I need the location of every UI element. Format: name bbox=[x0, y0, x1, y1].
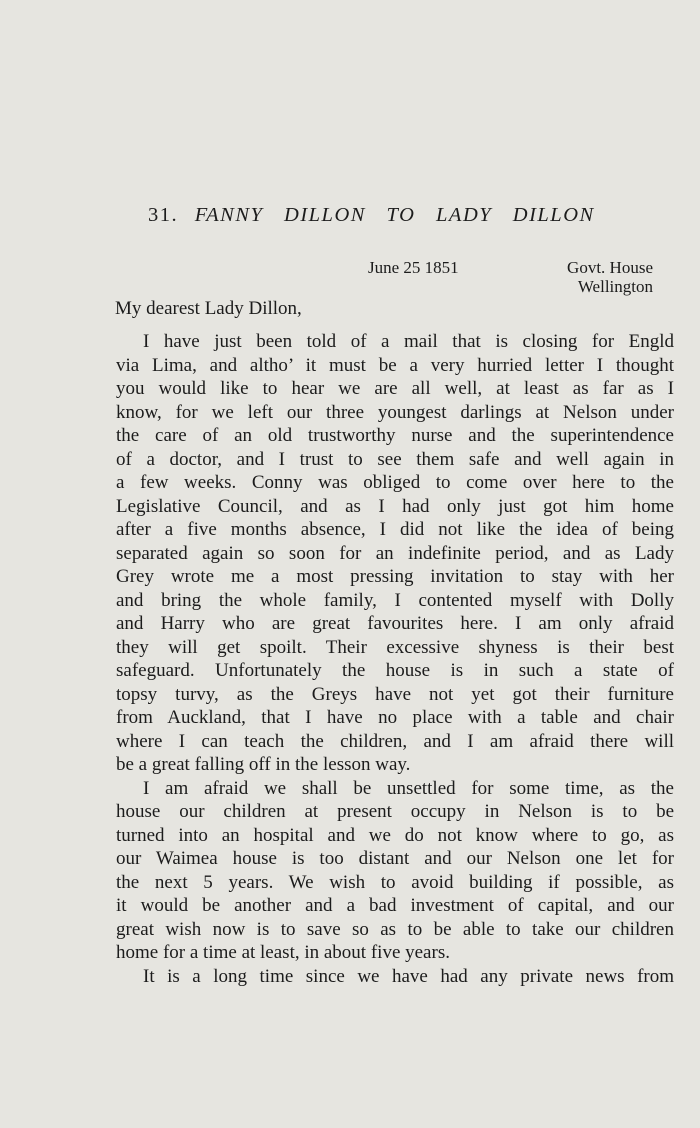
body-line: house our children at present occupy in Nelson is to be bbox=[116, 801, 674, 822]
body-line: and Harry who are great favourites here. I am only afraid bbox=[116, 613, 674, 634]
body-line: home for a time at least, in about five years. bbox=[116, 942, 450, 963]
body-line: great wish now is to save so as to be able to take our children bbox=[116, 918, 674, 940]
body-line: where I can teach the children, and I am afraid there will bbox=[116, 730, 674, 752]
body-line: the next 5 years. We wish to avoid building if possible, as bbox=[116, 871, 674, 893]
body-line: after a five months absence, I did not like the idea of being bbox=[116, 519, 674, 540]
body-line: a few weeks. Conny was obliged to come over here to the bbox=[116, 472, 674, 493]
body-line: It is a long time since we have had any private news from bbox=[143, 965, 674, 987]
body-line: Grey wrote me a most pressing invitation to stay with her bbox=[116, 566, 674, 587]
body-line: the care of an old trustworthy nurse and the superintendence bbox=[116, 425, 674, 446]
body-line: it would be another and a bad investment of capital, and our bbox=[116, 895, 674, 916]
body-line: know, for we left our three youngest darlings at Nelson under bbox=[116, 401, 674, 423]
letter-title: FANNY DILLON TO LADY DILLON bbox=[194, 204, 595, 226]
body-line: I am afraid we shall be unsettled for some time, as the bbox=[143, 777, 674, 799]
address-line: Govt. House bbox=[567, 258, 653, 277]
body-line: you would like to hear we are all well, at least as far as I bbox=[116, 378, 674, 399]
body-line: I have just been told of a mail that is closing for Engld bbox=[143, 331, 674, 352]
body-line: they will get spoilt. Their excessive shyness is their best bbox=[116, 636, 674, 658]
letter-date: June 25 1851 bbox=[368, 258, 459, 277]
body-line: and bring the whole family, I contented myself with Dolly bbox=[116, 589, 674, 611]
address-line: Wellington bbox=[577, 277, 653, 296]
body-line: separated again so soon for an indefinite period, and as Lady bbox=[116, 542, 674, 564]
letter-heading bbox=[148, 204, 648, 227]
body-line: safeguard. Unfortunately the house is in such a state of bbox=[116, 660, 674, 681]
letter-body bbox=[116, 330, 674, 988]
letter-number: 31. bbox=[148, 204, 179, 226]
body-line: turned into an hospital and we do not know where to go, as bbox=[116, 824, 674, 846]
body-line: of a doctor, and I trust to see them safe and well again in bbox=[116, 448, 674, 470]
body-line: from Auckland, that I have no place with a table and chair bbox=[116, 707, 674, 728]
letter-address bbox=[567, 258, 653, 296]
body-line: topsy turvy, as the Greys have not yet got their furniture bbox=[116, 683, 674, 705]
body-line: our Waimea house is too distant and our Nelson one let for bbox=[116, 848, 674, 869]
letter-salutation: My dearest Lady Dillon, bbox=[115, 298, 302, 319]
body-line: via Lima, and altho’ it must be a very hurried letter I thought bbox=[116, 354, 674, 376]
body-line: Legislative Council, and as I had only just got him home bbox=[116, 495, 674, 517]
body-line: be a great falling off in the lesson way. bbox=[116, 754, 411, 775]
